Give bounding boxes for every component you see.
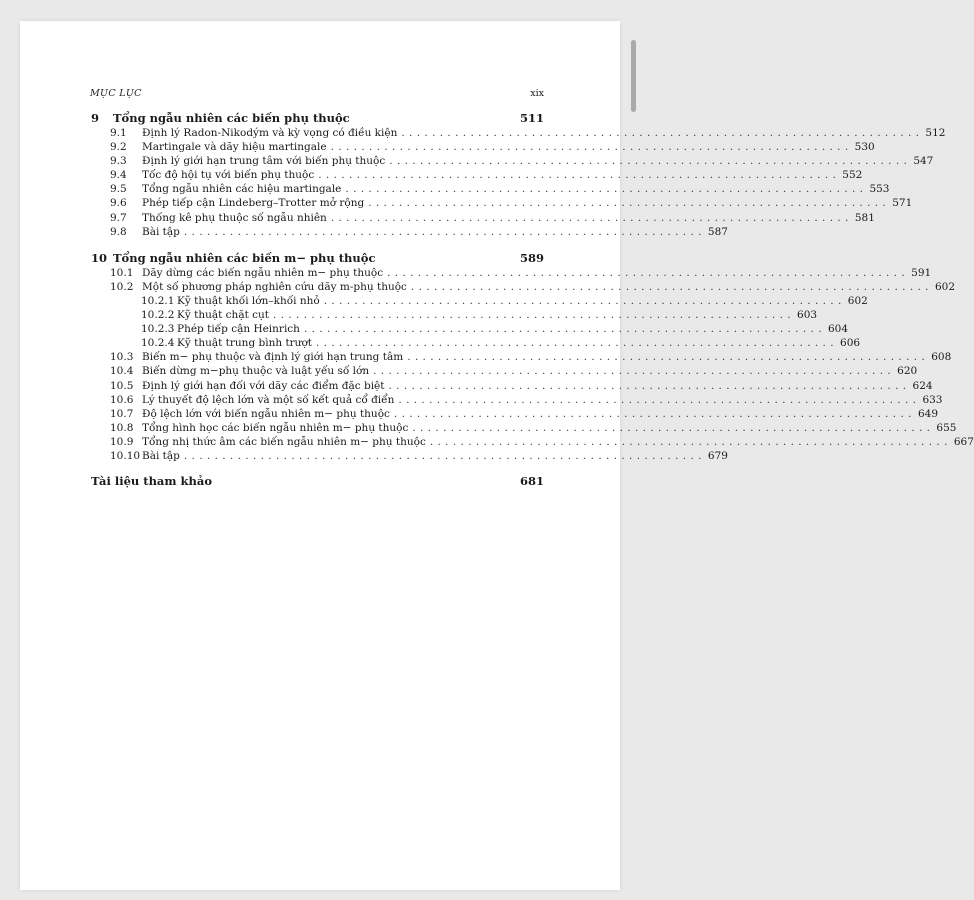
section-number: 10.2	[110, 280, 134, 293]
dot-leader: . . . . . . . . . . . . . . . . . . . . . . . . . . . . . . . . . . . . . . . . . . . . . . . . . . . . . . . . . . . . . . . . . . . .	[389, 155, 908, 168]
dot-leader: . . . . . . . . . . . . . . . . . . . . . . . . . . . . . . . . . . . . . . . . . . . . . . . . . . . . . . . . . . . . . . . . . . . .	[323, 294, 842, 307]
section-page-number: 633	[922, 393, 943, 406]
toc-subsection-row[interactable]	[91, 322, 849, 336]
section-number: 10.6	[110, 393, 134, 406]
running-header	[90, 88, 544, 99]
section-number: 9.4	[110, 169, 127, 182]
section-title: Định lý giới hạn đối với dãy các điểm đặc biệt	[142, 379, 385, 392]
section-page-number: 602	[847, 294, 868, 307]
toc-chapter-row[interactable]	[91, 250, 544, 266]
dot-leader: . . . . . . . . . . . . . . . . . . . . . . . . . . . . . . . . . . . . . . . . . . . . . . . . . . . . . . . . . . . . . . . . . . . .	[345, 183, 864, 196]
section-title: Phép tiếp cận Lindeberg–Trotter mở rộng	[142, 197, 365, 210]
section-number: 9.8	[110, 225, 127, 238]
dot-leader: . . . . . . . . . . . . . . . . . . . . . . . . . . . . . . . . . . . . . . . . . . . . . . . . . . . . . . . . . . . . . . . . . . . .	[388, 379, 907, 392]
section-page-number: 571	[892, 197, 913, 210]
chapter-number: 9	[91, 111, 100, 125]
section-title: Kỹ thuật trung bình trượt	[177, 337, 312, 350]
section-title: Tốc độ hội tụ với biến phụ thuộc	[142, 169, 315, 182]
section-page-number: 624	[912, 379, 933, 392]
toc-section-row[interactable]	[91, 421, 957, 435]
toc-subsection-row[interactable]	[91, 336, 861, 350]
section-number: 10.2.3	[141, 323, 175, 336]
bibliography-page-number: 681	[519, 474, 544, 489]
toc-section-row[interactable]	[91, 435, 974, 449]
section-page-number: 591	[911, 266, 932, 279]
section-title: Kỹ thuật chặt cụt	[177, 309, 269, 322]
section-number: 10.3	[110, 351, 134, 364]
section-page-number: 587	[707, 225, 728, 238]
dot-leader: . . . . . . . . . . . . . . . . . . . . . . . . . . . . . . . . . . . . . . . . . . . . . . . . . . . . . . . . . . . . . . . . . . . .	[330, 211, 849, 224]
dot-leader: . . . . . . . . . . . . . . . . . . . . . . . . . . . . . . . . . . . . . . . . . . . . . . . . . . . . . . . . . . . . . . . . . . . .	[387, 266, 906, 279]
chapter-page-number: 589	[519, 250, 544, 265]
section-number: 10.9	[110, 435, 134, 448]
dot-leader: . . . . . . . . . . . . . . . . . . . . . . . . . . . . . . . . . . . . . . . . . . . . . . . . . . . . . . . . . . . . . . . . . . . .	[368, 197, 887, 210]
section-title: Tổng ngẫu nhiên các hiệu martingale	[142, 183, 342, 196]
section-number: 9.6	[110, 197, 127, 210]
toc-section-row[interactable]	[91, 393, 943, 407]
dot-leader: . . . . . . . . . . . . . . . . . . . . . . . . . . . . . . . . . . . . . . . . . . . . . . . . . . . . . . . . . . . . . . . . . . . .	[401, 127, 920, 139]
section-page-number: 655	[936, 421, 957, 434]
dot-leader: . . . . . . . . . . . . . . . . . . . . . . . . . . . . . . . . . . . . . . . . . . . . . . . . . . . . . . . . . . . . . . . . . . . .	[398, 393, 917, 406]
section-title: Kỹ thuật khối lớn–khối nhỏ	[177, 294, 320, 307]
section-title: Bài tập	[142, 449, 180, 462]
chapter-page-number: 511	[519, 111, 544, 125]
dot-leader: . . . . . . . . . . . . . . . . . . . . . . . . . . . . . . . . . . . . . . . . . . . . . . . . . . . . . . . . . . . . . . . . . . . .	[412, 421, 931, 434]
dot-leader: . . . . . . . . . . . . . . . . . . . . . . . . . . . . . . . . . . . . . . . . . . . . . . . . . . . . . . . . . . . . . . . . . . . .	[183, 449, 702, 462]
toc-section-row[interactable]	[91, 350, 952, 364]
running-header-page-number: xix	[530, 88, 544, 99]
dot-leader: . . . . . . . . . . . . . . . . . . . . . . . . . . . . . . . . . . . . . . . . . . . . . . . . . . . . . . . . . . . . . . . . . . . .	[183, 225, 702, 238]
section-title: Tổng nhị thức âm các biến ngẫu nhiên m− phụ thuộc	[142, 435, 426, 448]
toc-section-row[interactable]	[91, 266, 932, 280]
section-number: 9.1	[110, 127, 127, 139]
toc-section-row[interactable]	[91, 449, 728, 463]
section-page-number: 679	[707, 449, 728, 462]
section-title: Tổng hình học các biến ngẫu nhiên m− phụ thuộc	[142, 421, 409, 434]
toc-subsection-row[interactable]	[91, 308, 818, 322]
section-title: Phép tiếp cận Heinrich	[177, 323, 300, 336]
section-page-number: 667	[953, 435, 974, 448]
scrollbar-thumb[interactable]	[631, 40, 636, 112]
dot-leader: . . . . . . . . . . . . . . . . . . . . . . . . . . . . . . . . . . . . . . . . . . . . . . . . . . . . . . . . . . . . . . . . . . . .	[330, 141, 849, 154]
section-number: 9.7	[110, 211, 127, 224]
section-title: Lý thuyết độ lệch lớn và một số kết quả cổ điển	[142, 393, 395, 406]
toc-section-row[interactable]	[91, 379, 933, 393]
toc-section-row[interactable]	[91, 140, 875, 154]
toc-section-row[interactable]	[91, 364, 918, 378]
section-number: 10.2.1	[141, 294, 175, 307]
chapter-spacer	[91, 239, 544, 250]
section-title: Thống kê phụ thuộc số ngẫu nhiên	[142, 211, 327, 224]
section-page-number: 606	[840, 337, 861, 350]
toc-chapter-row[interactable]	[91, 110, 544, 126]
section-title: Dãy dừng các biến ngẫu nhiên m− phụ thuộc	[142, 266, 384, 279]
section-page-number: 547	[913, 155, 934, 168]
toc-section-row[interactable]	[91, 225, 728, 239]
section-page-number: 552	[842, 169, 863, 182]
section-page-number: 603	[797, 309, 818, 322]
toc-section-row[interactable]	[91, 126, 946, 140]
toc-bibliography-row[interactable]	[91, 473, 544, 489]
section-page-number: 604	[828, 323, 849, 336]
section-number: 9.5	[110, 183, 127, 196]
section-number: 10.7	[110, 407, 134, 420]
dot-leader: . . . . . . . . . . . . . . . . . . . . . . . . . . . . . . . . . . . . . . . . . . . . . . . . . . . . . . . . . . . . . . . . . . . .	[315, 337, 835, 350]
dot-leader: . . . . . . . . . . . . . . . . . . . . . . . . . . . . . . . . . . . . . . . . . . . . . . . . . . . . . . . . . . . . . . . . . . . .	[373, 365, 892, 378]
section-page-number: 553	[869, 183, 890, 196]
chapter-title: Tổng ngẫu nhiên các biến phụ thuộc	[113, 111, 350, 125]
section-number: 10.8	[110, 421, 134, 434]
section-page-number: 512	[925, 127, 946, 139]
toc-section-row[interactable]	[91, 211, 875, 225]
section-page-number: 608	[931, 351, 952, 364]
section-title: Định lý Radon-Nikodým và kỳ vọng có điều kiện	[142, 127, 398, 139]
chapter-number: 10	[91, 250, 108, 265]
toc-section-row[interactable]	[91, 154, 934, 168]
section-page-number: 581	[854, 211, 875, 224]
section-page-number: 649	[917, 407, 938, 420]
section-title: Một số phương pháp nghiên cứu dãy m-phụ thuộc	[142, 280, 407, 293]
section-page-number: 602	[934, 280, 956, 293]
dot-leader: . . . . . . . . . . . . . . . . . . . . . . . . . . . . . . . . . . . . . . . . . . . . . . . . . . . . . . . . . . . . . . . . . . . .	[410, 280, 930, 293]
section-title: Bài tập	[142, 225, 180, 238]
section-page-number: 620	[897, 365, 918, 378]
toc-section-row[interactable]	[91, 182, 890, 196]
section-number: 10.5	[110, 379, 134, 392]
section-title: Định lý giới hạn trung tâm với biến phụ thuộc	[142, 155, 386, 168]
chapter-title: Tổng ngẫu nhiên các biến m− phụ thuộc	[113, 250, 376, 265]
table-of-contents	[91, 110, 974, 489]
bibliography-title: Tài liệu tham khảo	[91, 474, 213, 489]
section-number: 9.3	[110, 155, 127, 168]
section-number: 10.10	[110, 449, 141, 462]
toc-section-row[interactable]	[91, 168, 863, 182]
toc-section-row[interactable]	[91, 280, 956, 294]
section-title: Biến m− phụ thuộc và định lý giới hạn trung tâm	[142, 351, 404, 364]
section-number: 10.4	[110, 365, 134, 378]
toc-subsection-row[interactable]	[91, 294, 868, 308]
dot-leader: . . . . . . . . . . . . . . . . . . . . . . . . . . . . . . . . . . . . . . . . . . . . . . . . . . . . . . . . . . . . . . . . . . . .	[273, 309, 792, 322]
section-title: Độ lệch lớn với biến ngẫu nhiên m− phụ thuộc	[142, 407, 390, 420]
dot-leader: . . . . . . . . . . . . . . . . . . . . . . . . . . . . . . . . . . . . . . . . . . . . . . . . . . . . . . . . . . . . . . . . . . . .	[407, 351, 926, 364]
toc-section-row[interactable]	[91, 407, 938, 421]
dot-leader: . . . . . . . . . . . . . . . . . . . . . . . . . . . . . . . . . . . . . . . . . . . . . . . . . . . . . . . . . . . . . . . . . . . .	[393, 407, 912, 420]
section-title: Martingale và dãy hiệu martingale	[142, 141, 327, 154]
section-page-number: 530	[854, 141, 875, 154]
section-number: 10.2.2	[141, 309, 175, 322]
dot-leader: . . . . . . . . . . . . . . . . . . . . . . . . . . . . . . . . . . . . . . . . . . . . . . . . . . . . . . . . . . . . . . . . . . . .	[303, 323, 823, 336]
section-title: Biến dừng m−phụ thuộc và luật yếu số lớn	[142, 365, 370, 378]
section-number: 10.1	[110, 266, 134, 279]
dot-leader: . . . . . . . . . . . . . . . . . . . . . . . . . . . . . . . . . . . . . . . . . . . . . . . . . . . . . . . . . . . . . . . . . . . .	[318, 169, 837, 182]
dot-leader: . . . . . . . . . . . . . . . . . . . . . . . . . . . . . . . . . . . . . . . . . . . . . . . . . . . . . . . . . . . . . . . . . . . .	[429, 435, 948, 448]
running-header-title: MỤC LỤC	[90, 88, 142, 99]
section-number: 10.2.4	[141, 337, 175, 350]
section-number: 9.2	[110, 141, 127, 154]
toc-section-row[interactable]	[91, 196, 913, 210]
